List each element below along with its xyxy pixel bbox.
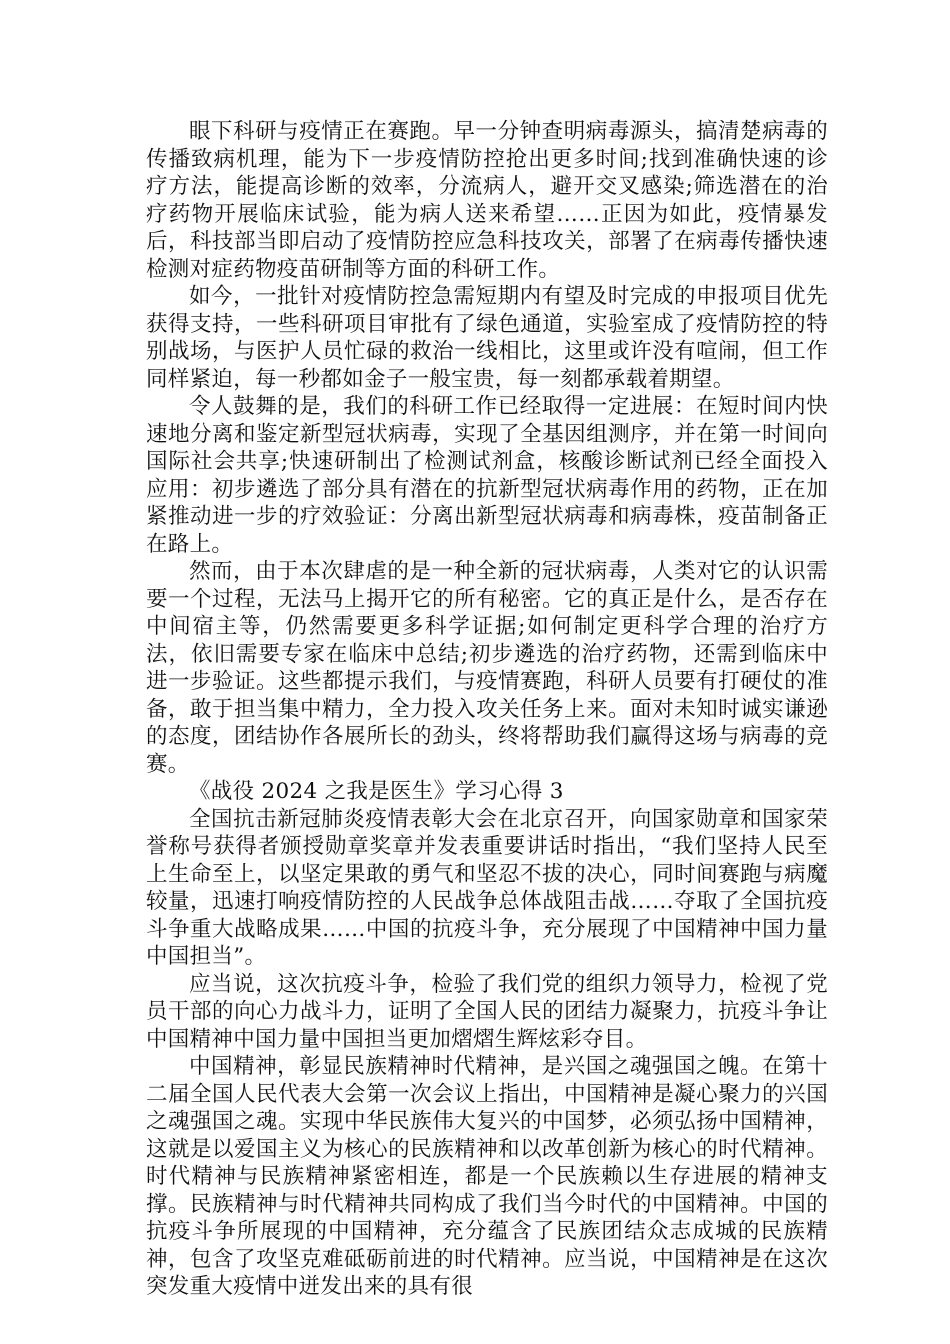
body-paragraph: 中国精神，彰显民族精神时代精神，是兴国之魂强国之魄。在第十二届全国人民代表大会第一次会议上指出，中国精神是凝心聚力的兴国之魂强国之魂。实现中华民族伟大复兴的中国梦，必须弘扬中国精神，这就是以爱国主义为核心的民族精神和以改革创新为核心的时代精神。时代精神与民族精神紧密相连，都是一个民族赖以生存进展的精神支撑。民族精神与时代精神共同构成了我们当今时代的中国精神。中国的抗疫斗争所展现的中国精神，充分蕴含了民族团结众志成城的民族精神，包含了攻坚克难砥砺前进的时代精神。应当说，中国精神是在这次突发重大疫情中迸发出来的具有很 bbox=[146, 1054, 828, 1299]
body-paragraph: 应当说，这次抗疫斗争，检验了我们党的组织力领导力，检视了党员干部的向心力战斗力，证明了全国人民的团结力凝聚力，抗疫斗争让中国精神中国力量中国担当更加熠熠生辉炫彩夺目。 bbox=[146, 971, 828, 1052]
body-paragraph: 全国抗击新冠肺炎疫情表彰大会在北京召开，向国家勋章和国家荣誉称号获得者颁授勋章奖章并发表重要讲话时指出，“我们坚持人民至上生命至上，以坚定果敢的勇气和坚忍不拔的决心，同时间赛跑与病魔较量，迅速打响疫情防控的人民战争总体战阻击战……夺取了全国抗疫斗争重大战略成果……中国的抗疫斗争，充分展现了中国精神中国力量中国担当”。 bbox=[146, 806, 828, 969]
body-paragraph: 然而，由于本次肆虐的是一种全新的冠状病毒，人类对它的认识需要一个过程，无法马上揭开它的所有秘密。它的真正是什么，是否存在中间宿主等，仍然需要更多科学证据;如何制定更科学合理的治疗方法，依旧需要专家在临床中总结;初步遴选的治疗药物，还需到临床中进一步验证。这些都提示我们，与疫情赛跑，科研人员要有打硬仗的准备，敢于担当集中精力，全力投入攻关任务上来。面对未知时诚实谦逊的态度，团结协作各展所长的劲头，终将帮助我们赢得这场与病毒的竞赛。 bbox=[146, 559, 828, 777]
document-page bbox=[146, 118, 828, 1301]
section-heading: 《战役 2024 之我是医生》学习心得 3 bbox=[189, 779, 564, 804]
body-paragraph: 眼下科研与疫情正在赛跑。早一分钟查明病毒源头，搞清楚病毒的传播致病机理，能为下一步疫情防控抢出更多时间;找到准确快速的诊疗方法，能提高诊断的效率，分流病人，避开交叉感染;筛选潜在的治疗药物开展临床试验，能为病人送来希望……正因为如此，疫情暴发后，科技部当即启动了疫情防控应急科技攻关，部署了在病毒传播快速检测对症药物疫苗研制等方面的科研工作。 bbox=[146, 119, 828, 282]
body-paragraph: 令人鼓舞的是，我们的科研工作已经取得一定进展：在短时间内快速地分离和鉴定新型冠状病毒，实现了全基因组测序，并在第一时间向国际社会共享;快速研制出了检测试剂盒，核酸诊断试剂已经全面投入应用：初步遴选了部分具有潜在的抗新型冠状病毒作用的药物，正在加紧推动进一步的疗效验证：分离出新型冠状病毒和病毒株，疫苗制备正在路上。 bbox=[146, 394, 828, 557]
body-paragraph: 如今，一批针对疫情防控急需短期内有望及时完成的申报项目优先获得支持，一些科研项目审批有了绿色通道，实验室成了疫情防控的特别战场，与医护人员忙碌的救治一线相比，这里或许没有喧闹，但工作同样紧迫，每一秒都如金子一般宝贵，每一刻都承载着期望。 bbox=[146, 284, 828, 392]
